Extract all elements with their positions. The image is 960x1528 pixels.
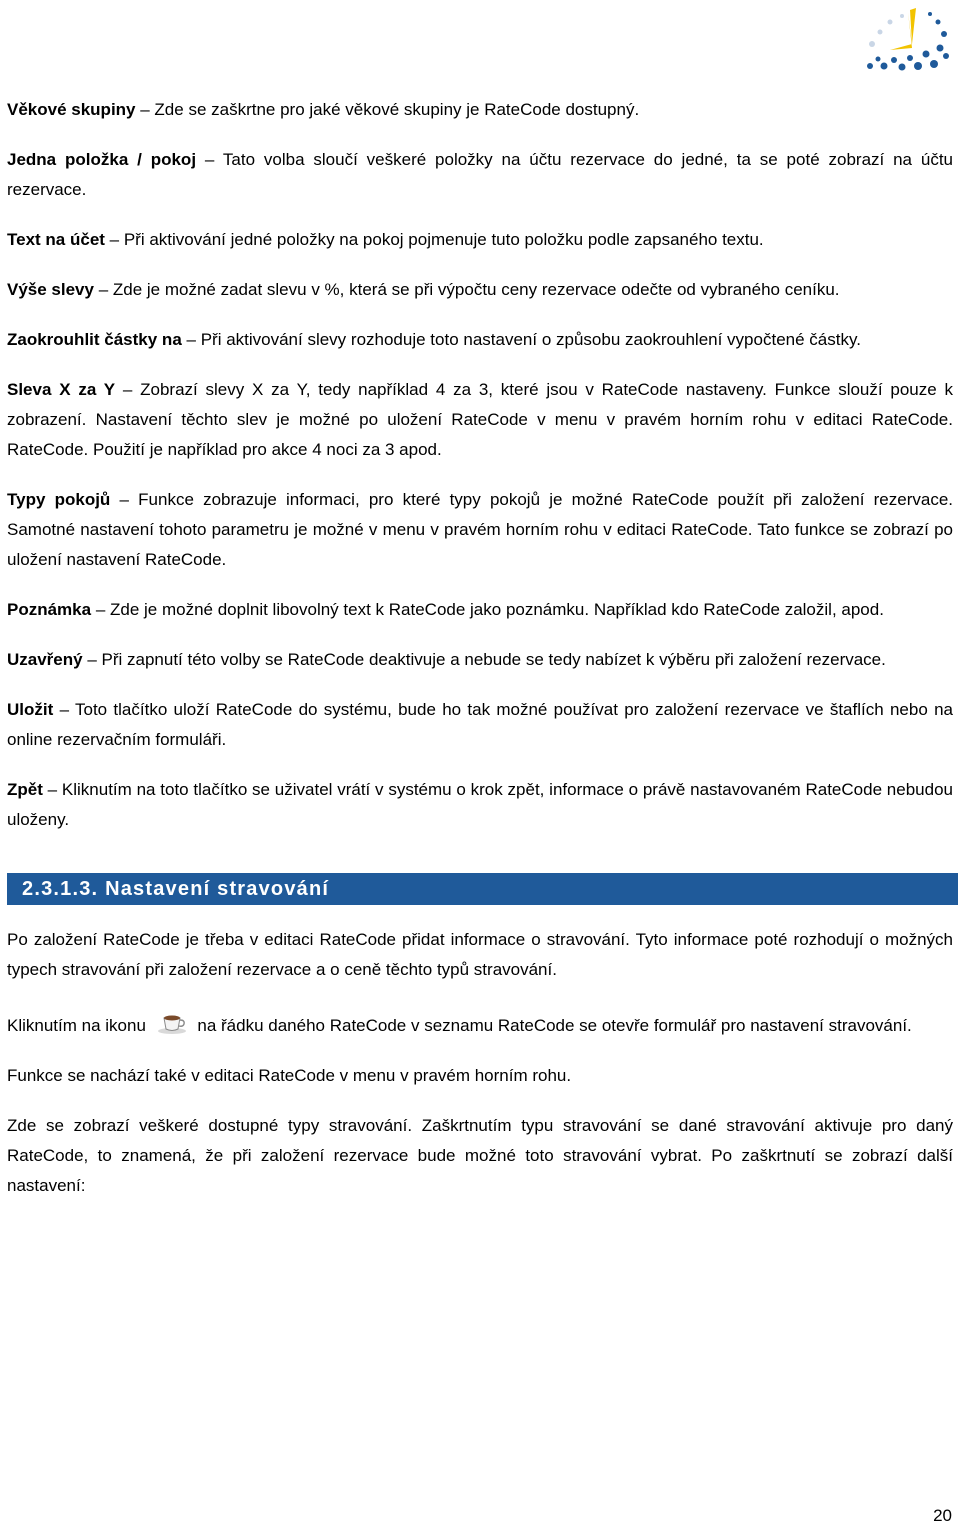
paragraph-icon-instruction: Kliknutím na ikonu na řádku daného RateCode v seznamu RateCode se otevře formulář pro nastavení stravování. (7, 1011, 953, 1041)
paragraph-age-groups: Věkové skupiny – Zde se zaškrtne pro jaké věkové skupiny je RateCode dostupný. (7, 100, 640, 119)
paragraph-note: Poznámka – Zde je možné doplnit libovolný text k RateCode jako poznámku. Například kdo RateCode založil, apod. (7, 600, 884, 619)
paragraph-discount-amount: Výše slevy – Zde je možné zadat slevu v %, která se při výpočtu ceny rezervace odečte od vybraného ceníku. (7, 280, 840, 299)
term-label: Výše slevy (7, 280, 94, 299)
page-number: 20 (933, 1506, 952, 1525)
paragraph-closed: Uzavřený – Při zapnutí této volby se RateCode deaktivuje a nebude se tedy nabízet k výběru při založení rezervace. (7, 650, 886, 669)
paragraph-text: Zde je možné doplnit libovolný text k RateCode jako poznámku. Například kdo RateCode založil, apod. (110, 600, 884, 619)
paragraph-text: Při zapnutí této volby se RateCode deaktivuje a nebude se tedy nabízet k výběru při založení rezervace. (101, 650, 886, 669)
coffee-cup-icon[interactable] (155, 1011, 189, 1035)
paragraph-one-item-per-room: Jedna položka / pokoj – Tato volba sloučí veškeré položky na účtu rezervace do jedné, ta se poté zobrazí na účtu rezervace. (7, 150, 954, 199)
paragraph-text: Zde se zaškrtne pro jaké věkové skupiny je RateCode dostupný. (154, 100, 640, 119)
document-body (7, 95, 953, 1201)
paragraph-text: Funkce zobrazuje informaci, pro které typy pokojů je možné RateCode použít při založení rezervace. Samotné nastavení tohoto parametru je možné v menu v pravém horním rohu v editaci RateCode. Tato funkce se zobrazí po uložení nastavení RateCode. (7, 490, 954, 569)
paragraph-text: Při aktivování jedné položky na pokoj pojmenuje tuto položku podle zapsaného textu. (123, 230, 764, 249)
term-label: Sleva X za Y (7, 380, 116, 399)
paragraph-account-text: Text na účet – Při aktivování jedné položky na pokoj pojmenuje tuto položku podle zapsaného textu. (7, 230, 764, 249)
paragraph-save: Uložit – Toto tlačítko uloží RateCode do systému, bude ho tak možné používat pro založení rezervace ve štaflích nebo na online rezervačním formuláři. (7, 700, 953, 749)
term-label: Text na účet (7, 230, 105, 249)
term-label: Zpět (7, 780, 43, 799)
paragraph-text: Zobrazí slevy X za Y, tedy například 4 za 3, které jsou v RateCode nastaveny. Funkce slouží pouze k zobrazení. Nastavení těchto slev je možné po uložení RateCode v menu v pravém horním rohu v editaci RateCode. RateCode. Použití je například pro akce 4 noci za 3 apod. (7, 380, 953, 459)
paragraph-rounding: Zaokrouhlit částky na – Při aktivování slevy rozhoduje toto nastavení o způsobu zaokrouhlení vypočtené částky. (7, 330, 861, 349)
clock-logo-icon (860, 4, 952, 72)
paragraph-room-types: Typy pokojů – Funkce zobrazuje informaci, pro které typy pokojů je možné RateCode použít při založení rezervace. Samotné nastavení tohoto parametru je možné v menu v pravém horním rohu v editaci RateCode. Tato funkce se zobrazí po uložení nastavení RateCode. (7, 490, 954, 569)
paragraph-text: Toto tlačítko uloží RateCode do systému, bude ho tak možné používat pro založení rezervace ve štaflích nebo na online rezervačním formuláři. (7, 700, 953, 749)
paragraph-text: Kliknutím na toto tlačítko se uživatel vrátí v systému o krok zpět, informace o právě nastavovaném RateCode nebudou uloženy. (7, 780, 953, 829)
paragraph-meal-types: Zde se zobrazí veškeré dostupné typy stravování. Zaškrtnutím typu stravování se dané stravování aktivuje pro daný RateCode, to znamená, že při založení rezervace bude možné toto stravování vybrat. Po zaškrtnutí se zobrazí další nastavení: (7, 1116, 953, 1195)
paragraph-section-intro: Po založení RateCode je třeba v editaci RateCode přidat informace o stravování. Tyto informace poté rozhodují o možných typech stravování při založení rezervace a o ceně těchto typů stravování. (7, 930, 953, 979)
paragraph-x-for-y-discount: Sleva X za Y – Zobrazí slevy X za Y, tedy například 4 za 3, které jsou v RateCode nastaveny. Funkce slouží pouze k zobrazení. Nastavení těchto slev je možné po uložení RateCode v menu v pravém horním rohu v editaci RateCode. RateCode. Použití je například pro akce 4 noci za 3 apod. (7, 380, 953, 459)
term-label: Uzavřený (7, 650, 83, 669)
term-label: Poznámka (7, 600, 92, 619)
section-heading: 2.3.1.3. Nastavení stravování (7, 873, 958, 905)
term-label: Věkové skupiny (7, 100, 136, 119)
paragraph-text: Při aktivování slevy rozhoduje toto nastavení o způsobu zaokrouhlení vypočtené částky. (200, 330, 861, 349)
term-label: Zaokrouhlit částky na (7, 330, 182, 349)
term-label: Jedna položka / pokoj (7, 150, 197, 169)
term-label: Uložit (7, 700, 54, 719)
paragraph-back: Zpět – Kliknutím na toto tlačítko se uživatel vrátí v systému o krok zpět, informace o právě nastavovaném RateCode nebudou uloženy. (7, 780, 953, 829)
term-label: Typy pokojů (7, 490, 111, 509)
paragraph-menu-location: Funkce se nachází také v editaci RateCode v menu v pravém horním rohu. (7, 1066, 572, 1085)
paragraph-text: Tato volba sloučí veškeré položky na účtu rezervace do jedné, ta se poté zobrazí na účtu rezervace. (7, 150, 954, 199)
paragraph-text: Zde je možné zadat slevu v %, která se při výpočtu ceny rezervace odečte od vybraného ceníku. (112, 280, 840, 299)
